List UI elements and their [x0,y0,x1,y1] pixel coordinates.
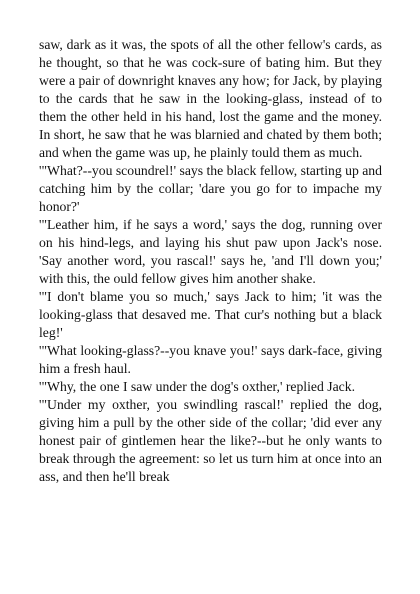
paragraph: '"What looking-glass?--you knave you!' says dark-face, giving him a fresh haul. [39,343,382,376]
page-text [39,36,382,486]
paragraph: '"I don't blame you so much,' says Jack to him; 'it was the looking-glass that desaved me. That cur's nothing but a black leg!' [39,289,382,340]
paragraph: '"Why, the one I saw under the dog's oxther,' replied Jack. [39,379,356,394]
paragraph: saw, dark as it was, the spots of all the other fellow's cards, as he thought, so that he was cock-sure of bating him. But they were a pair of downright knaves any how; for Jack, by playing to the cards that he saw in the looking-glass, instead of to them the other held in his hand, lost the game and the money. In short, he saw that he was blarnied and chated by them both; and when the game was up, he plainly tould them as much. [39,37,382,160]
paragraph: '"Leather him, if he says a word,' says the dog, running over on his hind-legs, and laying his shut paw upon Jack's nose. 'Say another word, you rascal!' says he, 'and I'll down you;' with this, the ould fellow gives him another shake. [39,217,382,286]
paragraph: '"What?--you scoundrel!' says the black fellow, starting up and catching him by the collar; 'dare you go for to impache my honor?' [39,163,382,214]
paragraph: '"Under my oxther, you swindling rascal!' replied the dog, giving him a pull by the other side of the collar; 'did ever any honest pair of gintlemen hear the like?--but he only wants to break through the agreement: so let us turn him at once into an ass, and then he'll break [39,397,382,484]
